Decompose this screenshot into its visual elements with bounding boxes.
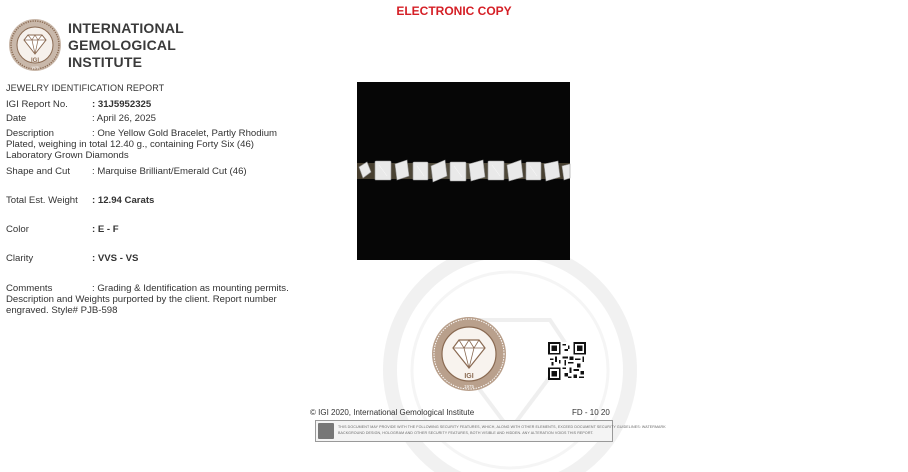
field-description <box>6 128 288 161</box>
bracelet-image <box>357 82 570 260</box>
security-line-1: THIS DOCUMENT MAY PROVIDE WITH THE FOLLOWING SECURITY FEATURES, WHICH, ALONG WITH OTHER ELEMENTS, EXCEED DOCUMENT SECURITY GUIDELINES: WATERMARK <box>338 425 666 429</box>
security-text <box>338 424 666 436</box>
electronic-copy-label: ELECTRONIC COPY <box>396 4 512 18</box>
logo-year: 1975 <box>31 66 39 70</box>
shape-label: Shape and Cut <box>6 166 71 177</box>
comments-value: : Grading & Identification as mounting permits. Description and Weights purported by the client. Report number engraved. Style# PJB-598 <box>6 283 289 316</box>
footer-copyright: © IGI 2020, International Gemological Institute <box>310 408 475 417</box>
brand-line-2: GEMOLOGICAL <box>68 37 176 53</box>
igi-diamond-logo-icon <box>8 18 62 72</box>
seal-year: 1975 <box>463 384 475 389</box>
security-features-strip <box>315 420 666 442</box>
footer-form-code: FD - 10 20 <box>572 408 610 417</box>
color-value: : E - F <box>92 224 119 235</box>
report-no-label: IGI Report No. <box>6 99 68 110</box>
weight-label: Total Est. Weight <box>6 195 78 206</box>
brand-name <box>68 20 184 71</box>
igi-seal-icon <box>431 316 507 392</box>
date-label: Date <box>6 113 27 124</box>
date-value: : April 26, 2025 <box>92 113 157 124</box>
report-type: JEWELRY IDENTIFICATION REPORT <box>6 83 165 93</box>
seal-letters: IGI <box>464 373 474 380</box>
weight-value: : 12.94 Carats <box>92 195 155 206</box>
security-document-icon <box>318 423 334 439</box>
logo-letters: IGI <box>30 58 40 64</box>
description-value: : One Yellow Gold Bracelet, Partly Rhodium Plated, weighing in total 12.40 g., containing Forty Six (46) Laboratory Grown Diamonds <box>6 128 278 161</box>
report-no-value: : 31J5952325 <box>92 99 152 110</box>
clarity-label: Clarity <box>6 253 34 264</box>
product-photo <box>357 82 570 260</box>
field-comments <box>6 283 298 316</box>
color-label: Color <box>6 224 29 235</box>
brand-line-3: INSTITUTE <box>68 54 143 70</box>
qr-code-icon[interactable] <box>548 342 586 380</box>
shape-value: : Marquise Brilliant/Emerald Cut (46) <box>92 166 247 177</box>
description-label: Description <box>6 128 54 139</box>
comments-label: Comments <box>6 283 53 294</box>
clarity-value: : VVS - VS <box>92 253 139 264</box>
brand-line-1: INTERNATIONAL <box>68 20 184 36</box>
security-line-2: BACKGROUND DESIGN, HOLOGRAM AND OTHER SECURITY FEATURES, BOTH VISIBLE AND HIDDEN. ANY ALTERATION VOIDS THIS REPORT. <box>338 431 594 435</box>
